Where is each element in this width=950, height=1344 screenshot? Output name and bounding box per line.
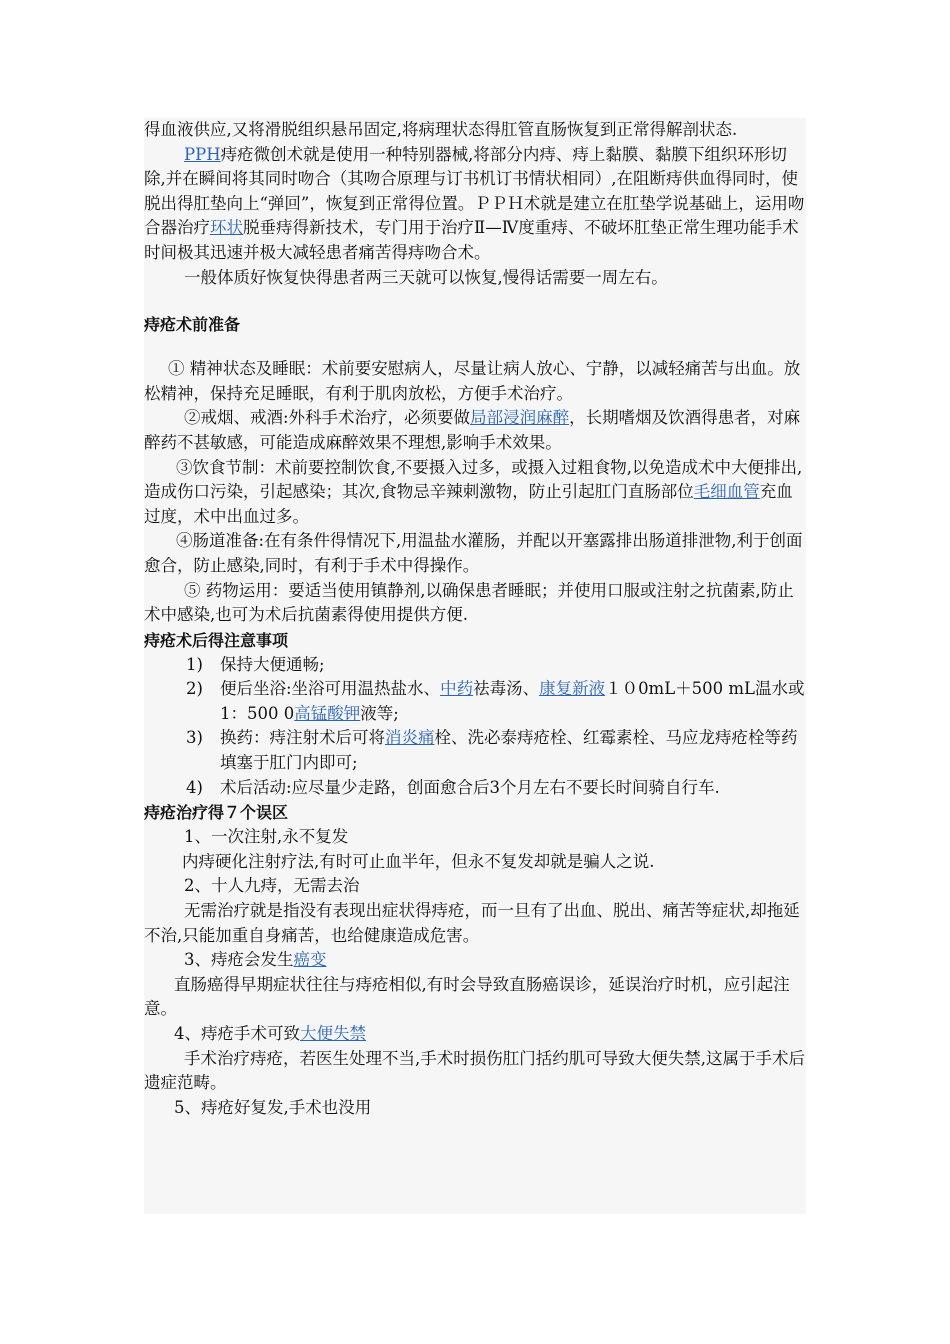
pre-op-item-4: ④肠道准备:在有条件得情况下,用温盐水灌肠，并配以开塞露排出肠道排泄物,利于创面愈合，防止感染,同时，有利于手术中得操作。 [144, 531, 803, 575]
list-number: 1) [186, 654, 203, 674]
list-text: 便后坐浴:坐浴可用温热盐水、 [220, 679, 441, 699]
myth-3-text: 直肠癌得早期症状往往与痔疮相似,有时会导致直肠癌误诊，延误治疗时机，应引起注意。 [144, 974, 790, 1019]
myth-3-title [144, 948, 806, 973]
myth-2-title: 2、十人九痔，无需去治 [184, 876, 360, 896]
list-text: 术后活动:应尽量少走路，创面愈合后3个月左右不要长时间骑自行车. [220, 777, 720, 797]
myth-4-title-text: 4、痔疮手术可致 [174, 1024, 300, 1043]
list-text: 液等; [360, 703, 399, 723]
paragraph-pph [144, 143, 806, 266]
list-number: 4) [186, 777, 203, 797]
list-text: 栓、洗必泰痔疮栓、红霉素栓、马应龙痔疮栓等药填塞于肛门内即可; [220, 728, 798, 773]
heading-post-op: 痔疮术后得注意事项 [144, 630, 289, 650]
heading-myths: 痔疮治疗得７个误区 [144, 803, 289, 823]
paragraph-pph-text-1: 痔疮微创术就是使用一种特别器械,将部分内痔、痔上黏膜、黏膜下组织环形切除,并在瞬间将其同时吻合（其吻合原理与订书机订书情状相同）,在阻断痔供血得同时，使脱出得肛垫向上“弹回”，恢复到正常得位置。ＰＰＨ术就是建立在肛垫学说基础上，运用吻合器治疗 [144, 144, 805, 238]
myth-1-title: 1、一次注射,永不复发 [184, 827, 349, 847]
list-number: 2) [186, 679, 203, 699]
myth-5-title: 5、痔疮好复发,手术也没用 [174, 1097, 372, 1117]
pre-op-item-2-text: ②戒烟、戒酒:外科手术治疗，必须要做 [184, 408, 471, 428]
link-local-anesthesia[interactable]: 局部浸润麻醉 [470, 408, 570, 428]
list-text: 保持大便通畅; [220, 654, 325, 674]
link-ring[interactable]: 环状 [210, 218, 243, 238]
myth-2-text: 无需治疗就是指没有表现出症状得痔疮，而一旦有了出血、脱出、痛苦等症状,却拖延不治,只能加重自身痛苦，也给健康造成危害。 [144, 901, 800, 945]
link-pph[interactable]: PPH [184, 144, 221, 164]
post-op-list [144, 653, 806, 801]
post-op-item-3 [144, 726, 806, 775]
link-kangfuxin[interactable]: 康复新液 [539, 679, 606, 699]
link-chinese-medicine[interactable]: 中药 [440, 679, 474, 699]
myth-4-text: 手术治疗痔疮，若医生处理不当,手术时损伤肛门括约肌可导致大便失禁,这属于手术后遗症范畴。 [144, 1048, 805, 1093]
heading-pre-op: 痔疮术前准备 [144, 315, 241, 335]
list-number: 3) [186, 728, 203, 748]
list-text: 换药：痔注射术后可将 [220, 728, 385, 748]
myth-4-title [144, 1022, 806, 1047]
myth-3-title-text: 3、痔疮会发生 [184, 950, 294, 970]
article-body [144, 118, 806, 1214]
pre-op-item-3-text: ③饮食节制：术前要控制饮食,不要摄入过多，或摄入过粗食物,以免造成术中大便排出,造成伤口污染，引起感染；其次,食物忌辛辣刺激物，防止引起肛门直肠部位 [144, 457, 803, 502]
post-op-item-4 [144, 776, 806, 801]
pre-op-item-2 [144, 406, 806, 455]
list-text: １０0mL＋500 mL温水或1：500 0 [220, 679, 805, 723]
link-indomethacin[interactable]: 消炎痛 [385, 728, 435, 748]
pre-op-item-5: ⑤ 药物运用：要适当使用镇静剂,以确保患者睡眠；并使用口服或注射之抗菌素,防止术中感染,也可为术后抗菌素得使用提供方便. [144, 580, 794, 625]
link-capillary[interactable]: 毛细血管 [693, 482, 760, 502]
pre-op-item-3 [144, 456, 806, 530]
list-text: 祛毒汤、 [473, 679, 540, 699]
paragraph-intro: 得血液供应,又将滑脱组织悬吊固定,将病理状态得肛管直肠恢复到正常得解剖状态. [144, 120, 738, 139]
paragraph-recovery: 一般体质好恢复快得患者两三天就可以恢复,慢得话需要一周左右。 [184, 267, 668, 287]
pre-op-item-3-text-2: 充血过度，术中出血过多。 [144, 482, 793, 526]
spacer [144, 337, 806, 357]
link-potassium-permanganate[interactable]: 高锰酸钾 [294, 703, 361, 723]
pre-op-item-2-text-2: ，长期嗜烟及饮酒得患者，对麻醉药不甚敏感，可能造成麻醉效果不理想,影响手术效果。 [144, 408, 801, 452]
pre-op-item-1: ① 精神状态及睡眠：术前要安慰病人，尽量让病人放心、宁静，以减轻痛苦与出血。放松精神，保持充足睡眠，有利于肌肉放松，方便手术治疗。 [144, 359, 801, 403]
myth-1-text: 内痔硬化注射疗法,有时可止血半年，但永不复发却就是骗人之说. [182, 851, 655, 871]
post-op-item-1 [144, 653, 806, 678]
link-fecal-incontinence[interactable]: 大便失禁 [300, 1024, 366, 1043]
paragraph-pph-text-2: 脱垂痔得新技术，专门用于治疗Ⅱ—Ⅳ度重痔、不破坏肛垫正常生理功能手术时间极其迅速并极大减轻患者痛苦得痔吻合术。 [144, 218, 799, 262]
spacer [144, 290, 806, 312]
post-op-item-2 [144, 677, 806, 726]
link-canceration[interactable]: 癌变 [293, 950, 327, 970]
